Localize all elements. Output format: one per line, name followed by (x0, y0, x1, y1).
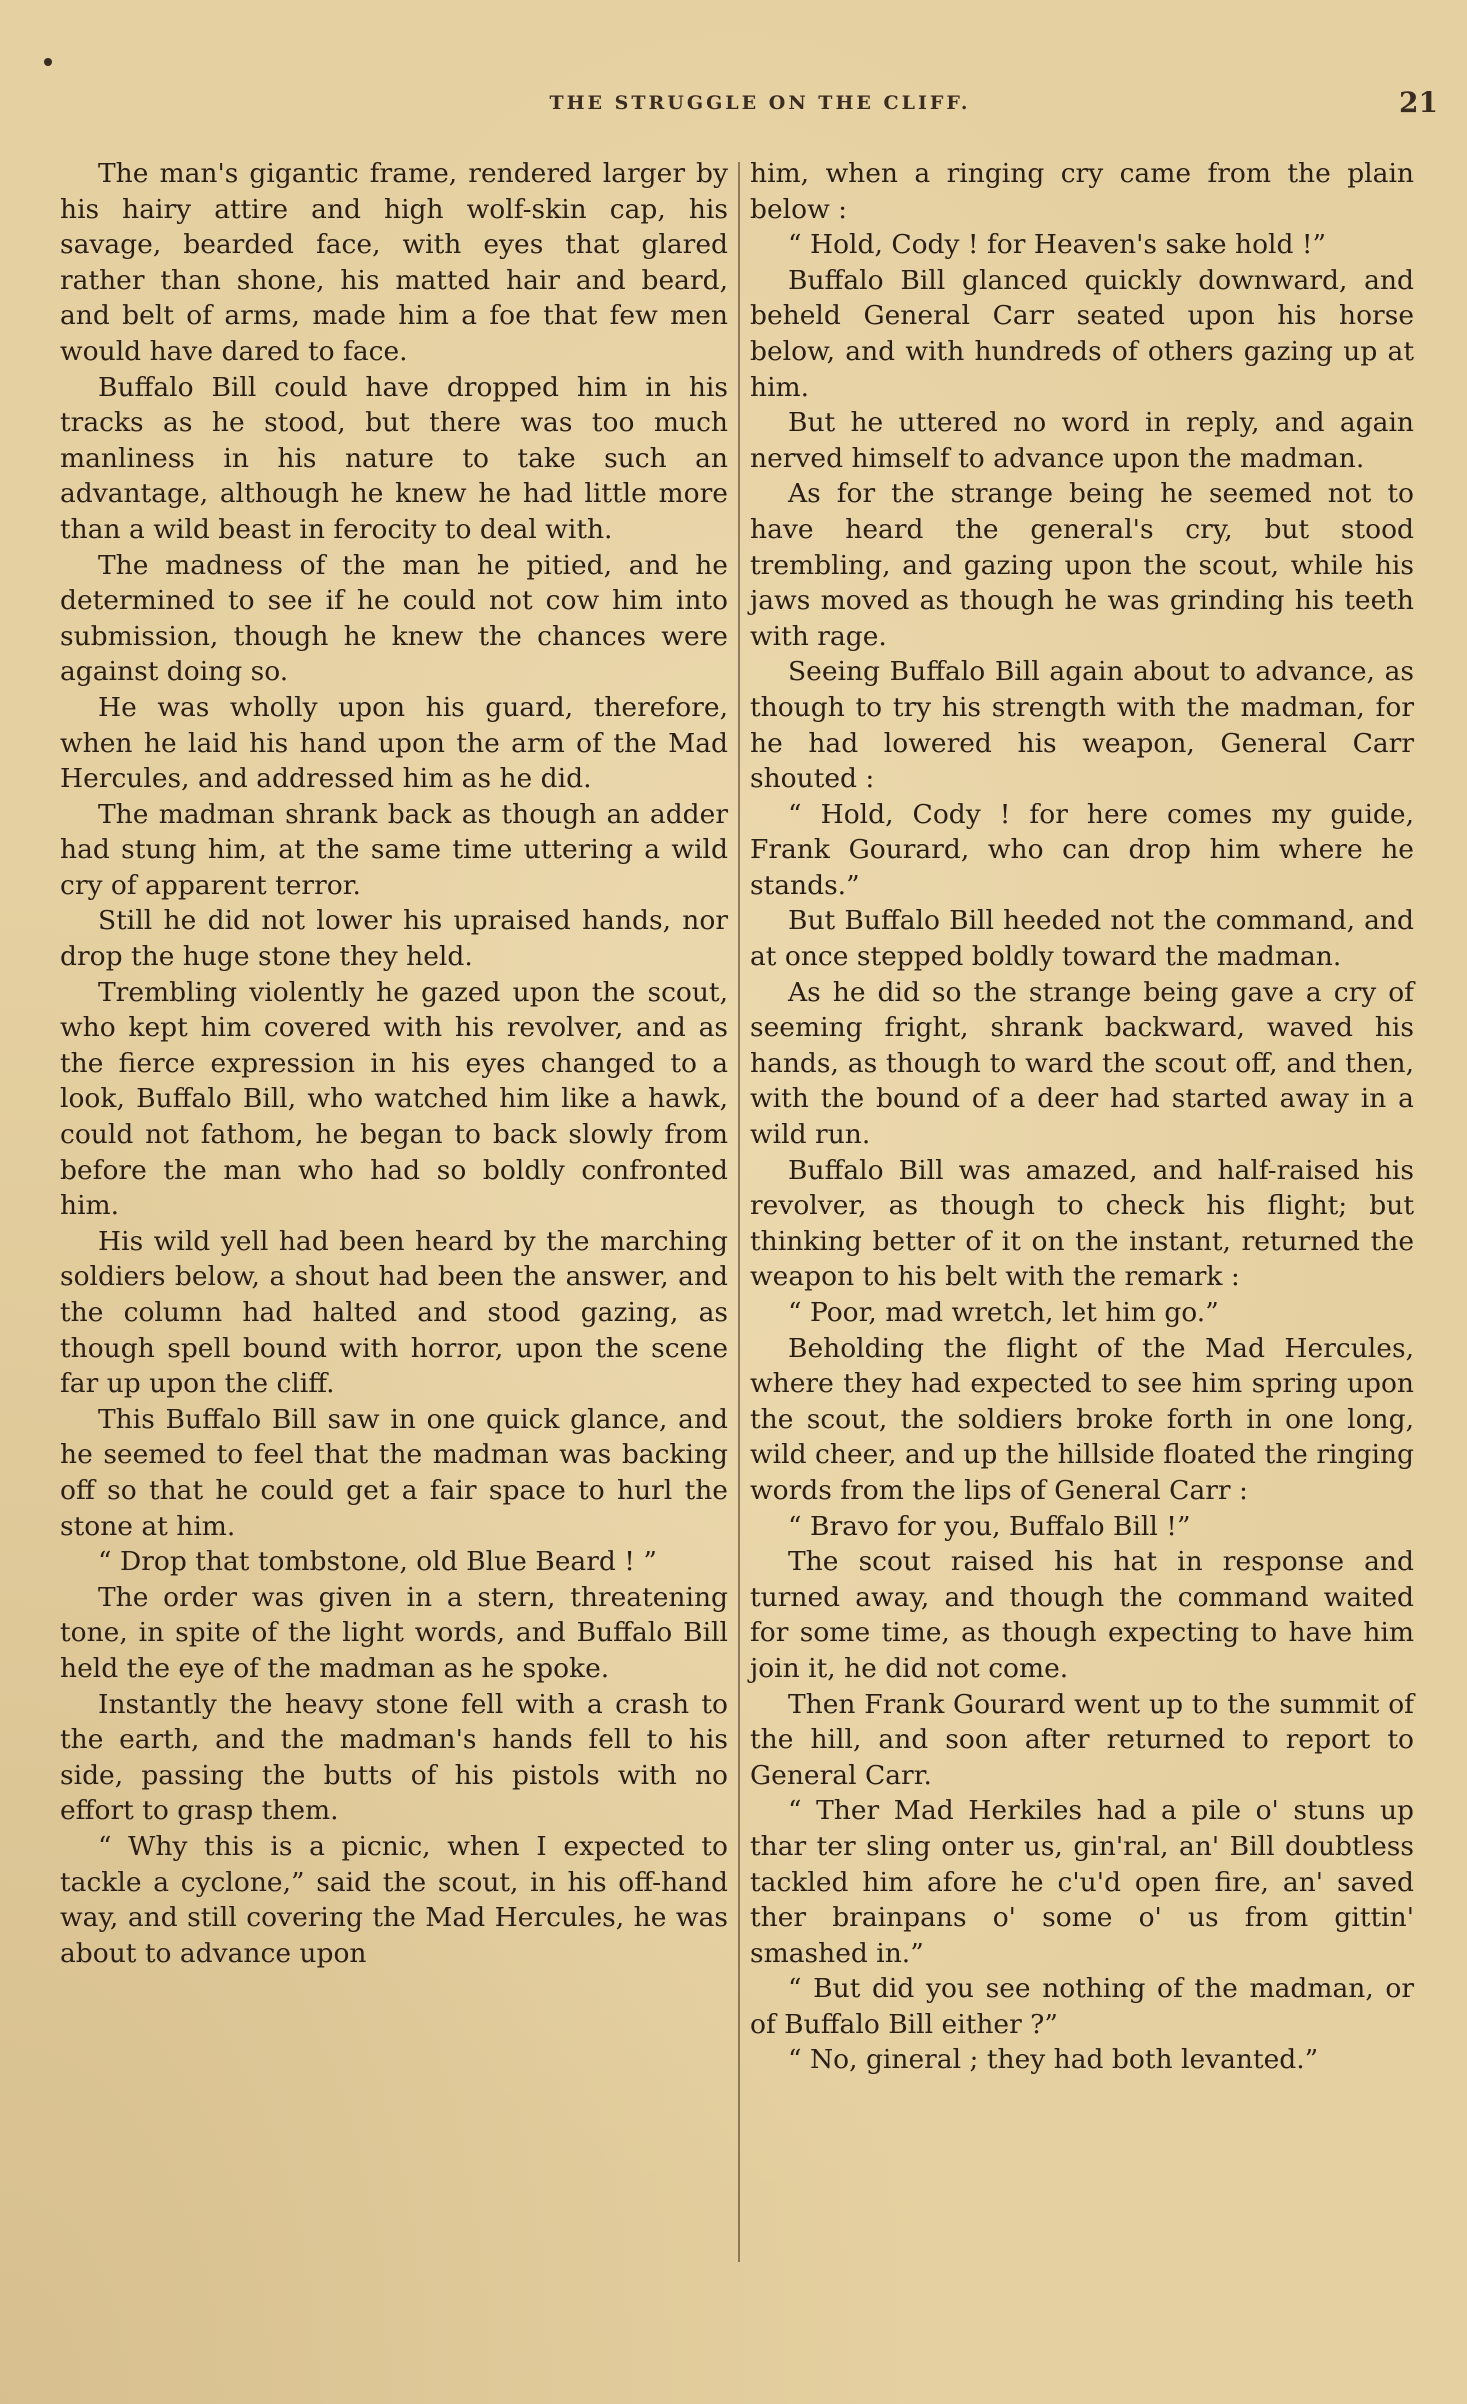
paragraph: “ Drop that tombstone, old Blue Beard ! ” (98, 1546, 657, 1578)
paragraph: Instantly the heavy stone fell with a crash to the earth, and the madman's hands fell to his side, passing the butts of his pistols with no effort to grasp them. (60, 1688, 728, 1827)
paragraph: Buffalo Bill could have dropped him in his tracks as he stood, but there was too much manliness in his nature to take such an advantage, although he knew he had little more than a wild beast in ferocity to deal with. (60, 371, 728, 545)
paragraph: This Buffalo Bill saw in one quick glance, and he seemed to feel that the madman was backing off so that he could get a fair space to hurl the stone at him. (60, 1403, 728, 1542)
paragraph: Then Frank Gourard went up to the summit of the hill, and soon after returned to report to General Carr. (750, 1688, 1414, 1791)
paragraph: “ But did you see nothing of the madman, or of Buffalo Bill either ?” (750, 1973, 1414, 2040)
paragraph: Buffalo Bill was amazed, and half-raised his revolver, as though to check his flight; but thinking better of it on the instant, returned the weapon to his belt with the remark : (750, 1154, 1414, 1293)
paragraph: Beholding the flight of the Mad Hercules, where they had expected to see him spring upon the scout, the soldiers broke forth in one long, wild cheer, and up the hillside floated the ringing words from the lips of General Carr : (750, 1332, 1414, 1506)
paragraph: He was wholly upon his guard, therefore, when he laid his hand upon the arm of the Mad Hercules, and addressed him as he did. (60, 691, 728, 795)
paragraph: “ No, gineral ; they had both levanted.” (788, 2044, 1319, 2076)
paragraph: “ Bravo for you, Buffalo Bill !” (788, 1510, 1191, 1542)
paragraph: His wild yell had been heard by the marching soldiers below, a shout had been the answer, and the column had halted and stood gazing, as though spell bound with horror, upon the scene far up upon the cliff. (60, 1225, 728, 1400)
ink-speck (44, 58, 52, 66)
paragraph: “ Why this is a picnic, when I expected to tackle a cyclone,” said the scout, in his off-hand way, and still covering the Mad Hercules, he was about to advance upon (60, 1830, 728, 1969)
paragraph: “ Hold, Cody ! for Heaven's sake hold !” (788, 229, 1327, 261)
running-title: THE STRUGGLE ON THE CLIFF. (549, 92, 971, 114)
paragraph: “ Ther Mad Herkiles had a pile o' stuns up thar ter sling onter us, gin'ral, an' Bill doubtless tackled him afore he c'u'd open fire, an' saved ther brainpans o' some o' us from gittin' smashed in.” (750, 1795, 1414, 1969)
paragraph: Still he did not lower his upraised hands, nor drop the huge stone they held. (60, 905, 728, 973)
page-number: 21 (1399, 86, 1438, 119)
paragraph: As for the strange being he seemed not to have heard the general's cry, but stood trembling, and gazing upon the scout, while his jaws moved as though he was grinding his teeth with rage. (750, 478, 1414, 652)
paragraph: But Buffalo Bill heeded not the command, and at once stepped boldly toward the madman. (750, 905, 1414, 973)
paragraph: him, when a ringing cry came from the plain below : (750, 158, 1414, 225)
right-column (750, 156, 1414, 2078)
paragraph: Buffalo Bill glanced quickly downward, and beheld General Carr seated upon his horse below, and with hundreds of others gazing up at him. (750, 264, 1414, 403)
paragraph: Seeing Buffalo Bill again about to advance, as though to try his strength with the madman, for he had lowered his weapon, General Carr shouted : (750, 656, 1414, 795)
paragraph: But he uttered no word in reply, and again nerved himself to advance upon the madman. (750, 407, 1414, 474)
paragraph: The madman shrank back as though an adder had stung him, at the same time uttering a wild cry of apparent terror. (60, 798, 728, 901)
paragraph: “ Hold, Cody ! for here comes my guide, Frank Gourard, who can drop him where he stands.” (750, 798, 1414, 901)
paragraph: The man's gigantic frame, rendered larger by his hairy attire and high wolf-skin cap, his savage, bearded face, with eyes that glared rather than shone, his matted hair and beard, and belt of arms, made him a foe that few men would have dared to face. (60, 158, 728, 367)
paragraph: As he did so the strange being gave a cry of seeming fright, shrank backward, waved his hands, as though to ward the scout off, and then, with the bound of a deer had started away in a wild run. (750, 976, 1414, 1151)
paragraph: The madness of the man he pitied, and he determined to see if he could not cow him into submission, though he knew the chances were against doing so. (60, 549, 728, 688)
paragraph: Trembling violently he gazed upon the scout, who kept him covered with his revolver, and as the fierce expression in his eyes changed to a look, Buffalo Bill, who watched him like a hawk, could not fathom, he began to back slowly from before the man who had so boldly confronted him. (60, 976, 728, 1222)
column-divider (738, 162, 740, 2262)
paragraph: The order was given in a stern, threatening tone, in spite of the light words, and Buffalo Bill held the eye of the madman as he spoke. (60, 1581, 728, 1684)
paragraph: The scout raised his hat in response and turned away, and though the command waited for some time, as though expecting to have him join it, he did not come. (750, 1546, 1414, 1684)
paragraph: “ Poor, mad wretch, let him go.” (788, 1297, 1219, 1328)
left-column (60, 156, 728, 1971)
